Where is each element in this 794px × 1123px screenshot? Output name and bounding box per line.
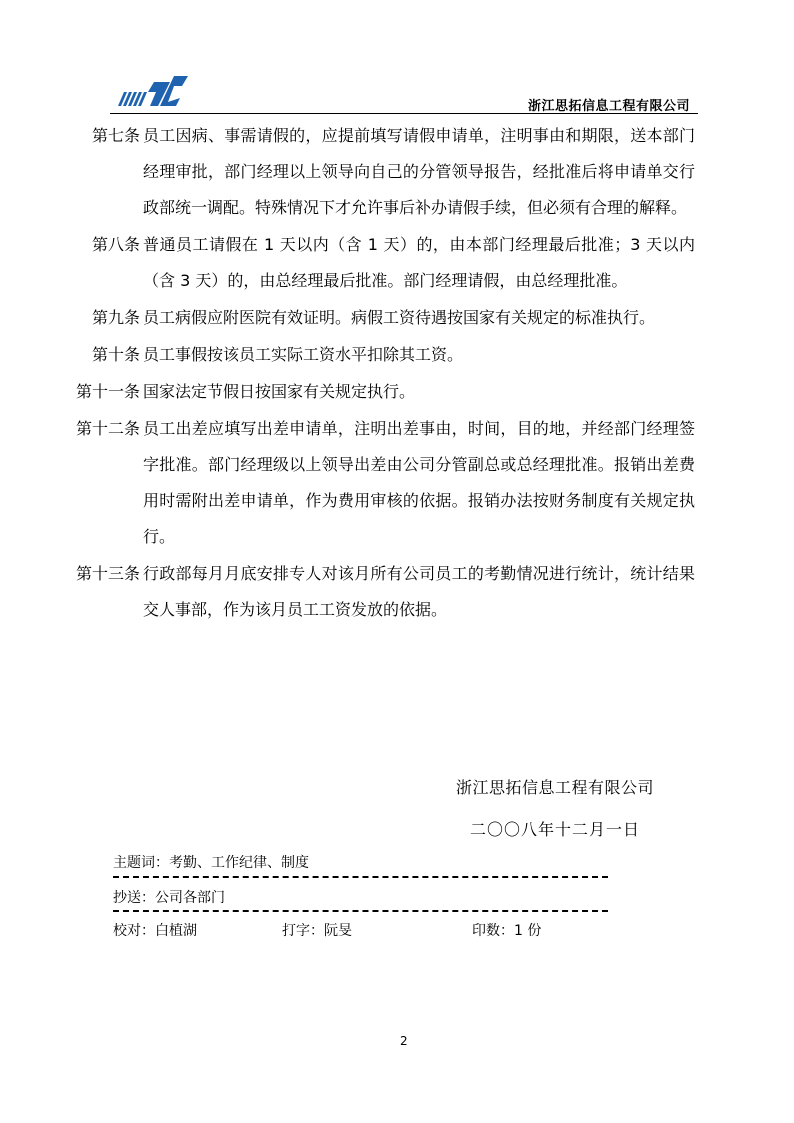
article-label: 第十条 — [91, 345, 140, 364]
article-label: 第十一条 — [75, 382, 140, 401]
regulation-articles — [0, 118, 794, 629]
article-label: 第十三条 — [75, 564, 140, 583]
article-11 — [0, 374, 794, 410]
dashed-divider — [113, 876, 608, 878]
proofreader: 校对：白植湖 — [113, 923, 197, 939]
article-8 — [0, 227, 794, 299]
company-logo-icon — [110, 68, 190, 112]
header-divider — [110, 113, 698, 114]
article-text: 普通员工请假在 1 天以内（含 1 天）的，由本部门经理最后批准；3 天以内（含 3 天）的，由总经理最后批准。部门经理请假，由总经理批准。 — [143, 235, 695, 290]
page-number: 2 — [400, 1034, 408, 1048]
print-copies: 印数：1 份 — [472, 923, 542, 939]
article-10 — [0, 337, 794, 373]
article-label: 第七条 — [91, 126, 140, 145]
article-text: 员工因病、事需请假的，应提前填写请假申请单，注明事由和期限，送本部门经理审批，部门经理以上领导向自己的分管领导报告，经批准后将申请单交行政部统一调配。特殊情况下才允许事后补办请假手续，但必须有合理的解释。 — [143, 126, 695, 217]
article-label: 第十二条 — [75, 419, 140, 438]
signature-date: 二〇〇八年十二月一日 — [470, 820, 641, 839]
cc-distribution: 抄送：公司各部门 — [113, 890, 225, 906]
article-7 — [0, 118, 794, 226]
article-text: 员工出差应填写出差申请单，注明出差事由，时间，目的地，并经部门经理签字批准。部门经理级以上领导出差由公司分管副总或总经理批准。报销出差费用时需附出差申请单，作为费用审核的依据。报销办法按财务制度有关规定执行。 — [143, 419, 695, 546]
article-label: 第九条 — [91, 308, 140, 327]
article-label: 第八条 — [91, 235, 140, 254]
article-text: 行政部每月月底安排专人对该月所有公司员工的考勤情况进行统计，统计结果交人事部，作为该月员工工资发放的依据。 — [143, 564, 695, 619]
article-9 — [0, 300, 794, 336]
article-13 — [0, 556, 794, 628]
article-text: 员工病假应附医院有效证明。病假工资待遇按国家有关规定的标准执行。 — [143, 308, 656, 327]
article-text: 国家法定节假日按国家有关规定执行。 — [143, 382, 416, 401]
typist: 打字：阮旻 — [282, 923, 352, 939]
signature-company: 浙江思拓信息工程有限公司 — [456, 778, 655, 797]
dashed-divider — [113, 910, 608, 912]
article-text: 员工事假按该员工实际工资水平扣除其工资。 — [143, 345, 464, 364]
header-company-name: 浙江思拓信息工程有限公司 — [527, 99, 690, 114]
article-12 — [0, 411, 794, 555]
page-header — [110, 68, 698, 114]
subject-keywords: 主题词：考勤、工作纪律、制度 — [113, 855, 309, 871]
